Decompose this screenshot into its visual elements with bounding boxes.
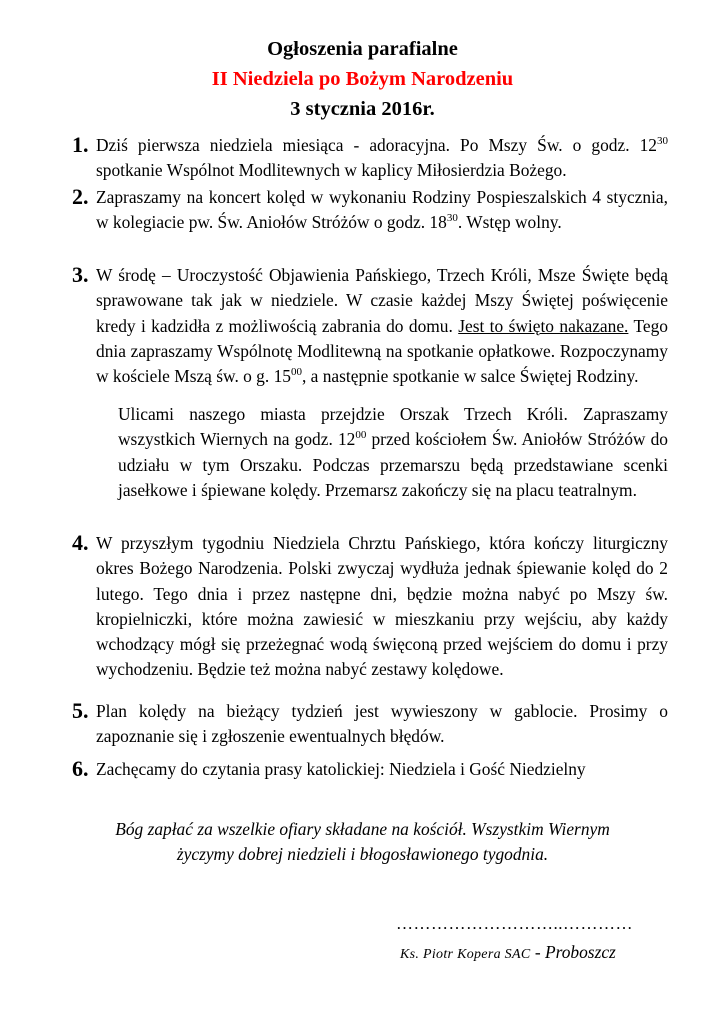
item-number: 3. [72,262,89,287]
item-text: W przyszłym tygodniu Niedziela Chrztu Pańskiego, która kończy liturgiczny okres Bożego Narodzenia. Polski zwyczaj wydłuża jednak śpiewanie kolęd do 2 lutego. Tego dnia i przez następne dni, będzie można nabyć po Mszy św. kropielniczki, które można zawiesić w mieszkaniu przy wejściu, aby każdy wchodzący mógł się przeżegnać wodą święconą przed wejściem do domu i przy wychodzeniu. Będzie też można nabyć zestawy kolędowe. [96,533,668,680]
signature-line: ………………………..………… [396,914,633,933]
item-text: W środę – Uroczystość Objawienia Pańskiego, Trzech Króli, Msze Święte będą sprawowane tak jak w niedziele. W czasie każdej Mszy Świętej poświęcenie kredy i kadzidła z możliwością zabrania do domu. [96,265,668,336]
announcement-item-6 [72,757,668,782]
signature-name: Ks. Piotr Kopera SAC [400,947,531,962]
item-text: przed kościołem Św. Aniołów Stróżów do udziału w tym Orszaku. Podczas przemarszu będą przedstawiane scenki jasełkowe i śpiewane kolędy. Przemarsz zakończy się na placu teatralnym. [118,429,668,500]
header [0,34,725,124]
item-number: 2. [72,184,89,209]
page-subtitle: II Niedziela po Bożym Narodzeniu [211,68,514,90]
announcement-item-3-paragraph-2 [118,402,668,503]
item-body [96,757,668,782]
item-text: spotkanie Wspólnot Modlitewnych w kaplicy Miłosierdzia Bożego. [96,160,567,181]
item-number: 1. [72,132,89,157]
closing-thanks [0,817,725,867]
underlined-text: Jest to święto nakazane. [458,315,629,336]
item-text: Dziś pierwsza niedziela miesiąca - adoracyjna. Po Mszy Św. o godz. [96,135,640,155]
item-text: Tego dnia zapraszamy Wspólnotę Modlitewną na spotkanie opłatkowe. Rozpoczynamy w kościele Mszą św. o g. 15 [96,315,668,387]
time-superscript: 00 [355,429,367,442]
item-text: . Wstęp wolny. [457,212,562,233]
item-body [96,185,668,236]
announcement-item-4 [72,531,668,683]
page-date: 3 stycznia 2016r. [290,98,435,120]
closing-line: Bóg zapłać za wszelkie ofiary składane na kościół. Wszystkim Wiernym [115,819,610,839]
announcement-item-2 [72,185,668,236]
item-body [96,133,668,184]
announcement-item-3 [72,263,668,389]
item-body [96,531,668,683]
item-text: Ulicami naszego miasta przejdzie Orszak Trzech Króli. Zapraszamy wszystkich Wiernych na godz. 12 [118,404,668,450]
signature-dash: - [530,942,545,962]
page-title: Ogłoszenia parafialne [267,38,458,60]
announcement-item-1 [72,133,668,184]
time-superscript: 00 [290,366,302,379]
signature [400,942,616,963]
item-number: 4. [72,530,89,555]
item-text: Zachęcamy do czytania prasy katolickiej: Niedziela i Gość Niedzielny [96,759,586,779]
item-text: , a następnie spotkanie w salce Świętej Rodziny. [301,366,639,387]
item-body [96,699,668,750]
item-number: 5. [72,698,89,723]
item-text: Zapraszamy na koncert kolęd w wykonaniu Rodziny Pospieszalskich 4 stycznia, w kolegiacie pw. Św. Aniołów Stróżów o godz. 18 [96,187,668,233]
item-text: Plan kolędy na bieżący tydzień jest wywieszony w gablocie. Prosimy o zapoznanie się i zgłoszenie ewentualnych błędów. [96,701,668,747]
closing-line: życzymy dobrej niedzieli i błogosławionego tygodnia. [176,844,549,864]
item-number: 6. [72,756,89,781]
time-superscript: 30 [446,212,458,225]
item-body [96,263,668,389]
signature-role: Proboszcz [544,942,616,962]
time-superscript: 30 [657,135,668,147]
item-text: 12 [639,135,657,155]
announcement-item-5 [72,699,668,750]
